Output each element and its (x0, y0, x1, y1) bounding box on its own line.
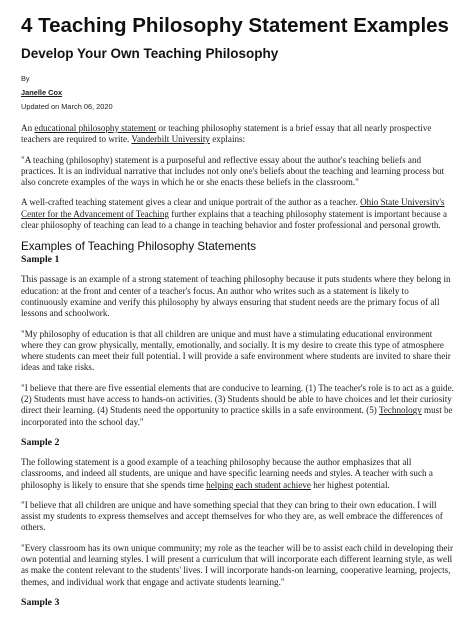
sample-2-heading: Sample 2 (21, 436, 60, 448)
sample-2-paragraph-1 (21, 457, 454, 491)
intro-text-3: explains: (212, 134, 246, 145)
sample-2-text-1: The following statement is a good example of a teaching philosophy because the author emphasizes that all classrooms, and indeed all students, are unique and have specific learning needs and styles. A teacher with such a philosophy is likely to ensure that she spends time (21, 456, 433, 490)
ohio-state-center-link[interactable]: Ohio State University's Center for the Advancement of Teaching (21, 197, 445, 219)
sample-1-text-1: "I believe that there are five essential elements that are conducive to learning. (1) The teacher's role is to act as a guide. (2) Students must have access to hands-on activities. (3) Students should be able to have choices and let their curiosity direct their learning. (4) Students need the opportunity to practice skills in a safe environment. (5) (21, 382, 454, 416)
vanderbilt-quote: "A teaching (philosophy) statement is a purposeful and reflective essay about the author's teaching beliefs and practices. It is an individual narrative that includes not only one's beliefs about the teaching and learning process but also concrete examples of the ways in which he or she enacts these beliefs in the classroom." (21, 154, 445, 188)
sample-2-text-2: her highest potential. (313, 479, 390, 490)
sample-2-paragraph-2: "I believe that all children are unique and have something special that they can bring to their own education. I will assist my students to express themselves and accept themselves for who they are, as well embrace the differences of others. (21, 499, 443, 533)
page-title: 4 Teaching Philosophy Statement Examples (21, 14, 449, 37)
vanderbilt-university-link[interactable]: Vanderbilt University (131, 134, 210, 145)
examples-heading: Examples of Teaching Philosophy Statements (21, 240, 257, 254)
byline-by: By (21, 74, 30, 83)
intro-text-2: or teaching philosophy statement is a brief essay that all nearly prospective teachers are required to write. (21, 123, 432, 145)
intro-paragraph (21, 123, 454, 146)
technology-link[interactable]: Technology (378, 405, 422, 416)
page-subtitle: Develop Your Own Teaching Philosophy (21, 46, 279, 61)
sample-1-paragraph-2: "My philosophy of education is that all children are unique and must have a stimulating educational environment where they can grow physically, mentally, emotionally, and socially. It is my desire to create this type of atmosphere where students can meet their full potential. I will provide a safe environment where students are invited to share their ideas and take risks. (21, 328, 451, 373)
byline (21, 73, 454, 113)
author-link[interactable]: Janelle Cox (21, 88, 63, 97)
sample-2-paragraph-3: "Every classroom has its own unique community; my role as the teacher will be to assist each child in developing their own potential and learning styles. I will present a curriculum that will incorporate each different learning style, as well as make the content relevant to the students' lives. I will incorporate hands-on learning, cooperative learning, projects, themes, and individual work that engage and activate students learning." (21, 542, 454, 587)
sample-1-paragraph-1: This passage is an example of a strong statement of teaching philosophy because it puts students where they belong in education: at the front and center of a teacher's focus. An author who writes such as a statement is likely to continuously examine and verify this philosophy by always ensuring that student needs are the primary focus of all lessons and schoolwork. (21, 274, 451, 319)
ohio-text-1: A well-crafted teaching statement gives a clear and unique portrait of the author as a teacher. (21, 197, 358, 208)
ohio-text-2: further explains that a teaching philosophy statement is important because a clear philosophy of teaching can lead to a change in teaching behavior and foster professional and personal growth. (21, 208, 447, 231)
updated-date: Updated on March 06, 2020 (21, 102, 113, 111)
educational-philosophy-statement-link[interactable]: educational philosophy statement (34, 123, 157, 133)
sample-1-text-2: must be incorporated into the school day." (21, 405, 453, 427)
sample-1-heading: Sample 1 (21, 254, 60, 266)
intro-text-1: An (21, 123, 33, 133)
sample-1-paragraph-3 (21, 383, 454, 428)
ohio-state-paragraph (21, 197, 454, 231)
sample-3-heading: Sample 3 (21, 596, 60, 608)
helping-each-student-link[interactable]: helping each student achieve (206, 479, 311, 490)
